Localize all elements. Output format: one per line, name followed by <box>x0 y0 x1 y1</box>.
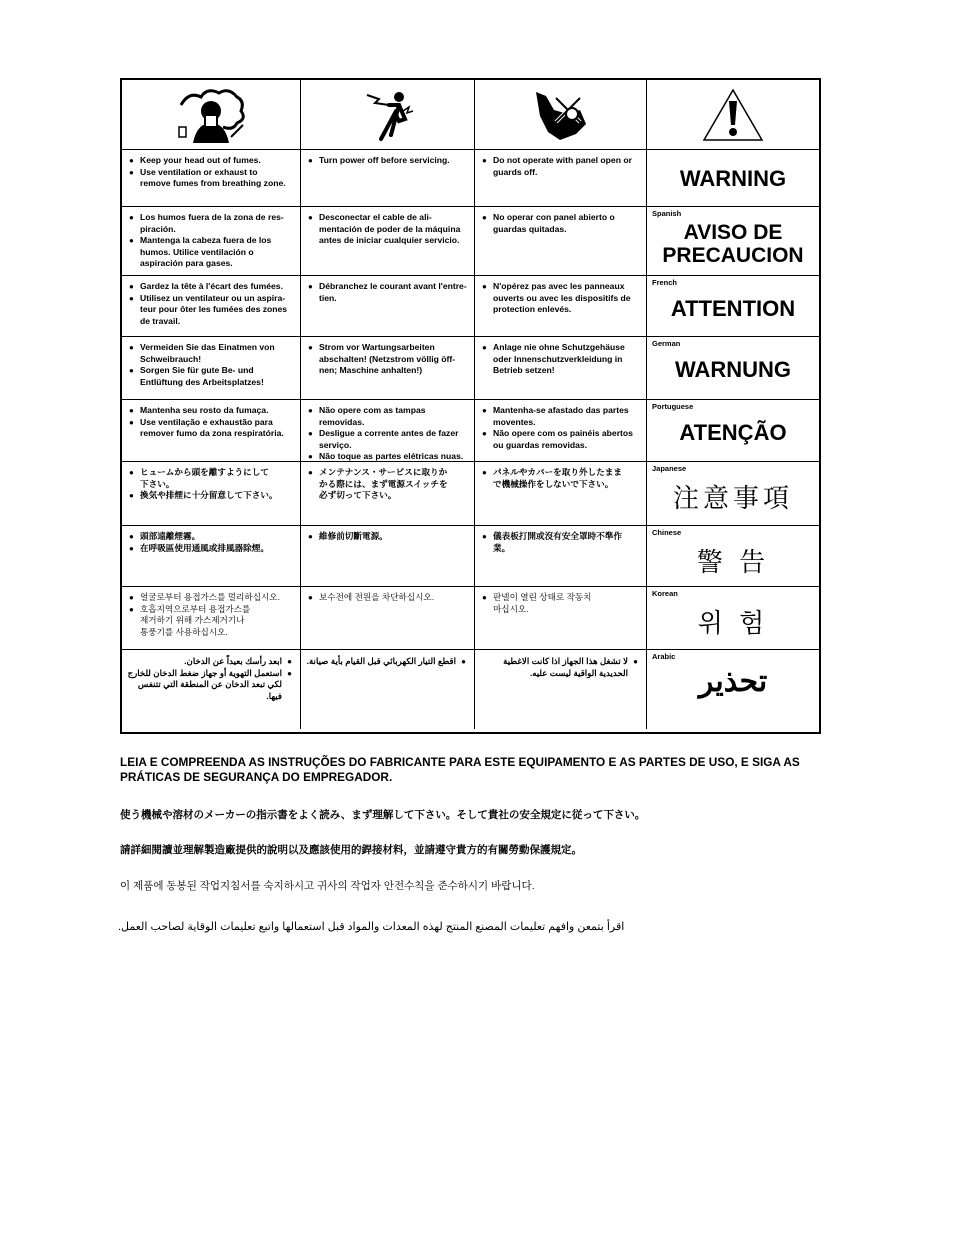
language-label: German <box>652 339 681 348</box>
moving-parts-hand-icon-cell <box>475 80 647 150</box>
japanese-instruction: 使う機械や溶材のメーカーの指示書をよく読み、まず理解して下さい。そして貴社の安全規定に従って下さい。 <box>120 809 646 821</box>
list-item: ● ابعد رأسك بعيداً عن الدخان. <box>126 656 292 668</box>
fumes-head-icon-cell <box>122 80 301 150</box>
list-item: ● Utilisez un ventilateur ou un aspira- teur pour ôter les fumées des zones de travail. <box>128 293 296 328</box>
list-item: ● Vermeiden Sie das Einatmen von Schweibrauch! <box>128 342 296 365</box>
list-item: ● Mantenha-se afastado das partes moventes. <box>481 405 642 428</box>
list-item: ● 보수전에 전원을 차단하십시오. <box>307 592 470 604</box>
language-label: Arabic <box>652 652 676 661</box>
arabic-parts-cell <box>475 650 647 729</box>
warning-word: 警 告 <box>696 548 770 578</box>
warning-word: AVISO DE PRECAUCION <box>662 221 804 267</box>
list-item: ● Desligue a corrente antes de fazer serviço. <box>307 428 470 451</box>
list-item: ● N'opérez pas avec les panneaux ouverts ou avec les dispositifs de protection enlevés. <box>481 281 642 316</box>
safety-warning-table <box>120 78 821 734</box>
warning-word: تحذير <box>698 665 768 698</box>
french-shock-cell <box>301 276 475 337</box>
portuguese-instruction: LEIA E COMPREENDA AS INSTRUÇÕES DO FABRICANTE PARA ESTE EQUIPAMENTO E AS PARTES DE USO, E SIGA AS PRÁTICAS DE SEGURANÇA DO EMPREGADOR. <box>120 755 800 784</box>
warning-word: WARNING <box>679 166 787 191</box>
chinese-instruction: 請詳細閱讀並理解製造廠提供的說明以及應該使用的銲接材料，並請遵守貴方的有關勞動保護規定。 <box>120 844 582 856</box>
list-item: ● Débranchez le courant avant l'entre- tien. <box>307 281 470 304</box>
list-item: ● Los humos fuera de la zona de res- piración. <box>128 212 296 235</box>
japanese-fumes-cell <box>122 462 301 526</box>
list-item: ● Turn power off before servicing. <box>307 155 470 167</box>
arabic-instruction: اقرأ بتمعن وافهم تعليمات المصنع المنتج لهذه المعدات والمواد قبل استعمالها واتبع تعليمات الوقاية لصاحب العمل. <box>118 921 625 933</box>
arabic-shock-cell <box>301 650 475 729</box>
english-shock-cell <box>301 150 475 207</box>
japanese-shock-cell <box>301 462 475 526</box>
arabic-fumes-cell <box>122 650 301 729</box>
portuguese-warning-cell <box>647 400 819 462</box>
list-item: ● Use ventilation or exhaust to remove fumes from breathing zone. <box>128 167 296 190</box>
language-label: French <box>652 278 678 287</box>
list-item: ● Anlage nie ohne Schutzgehäuse oder Innenschutzverkleidung in Betrieb setzen! <box>481 342 642 377</box>
french-fumes-cell <box>122 276 301 337</box>
moving-parts-hand-icon <box>526 84 596 146</box>
list-item: ● 얼굴로부터 용접가스를 멀리하십시오. <box>128 592 296 604</box>
list-item: ● Não opere com as tampas removidas. <box>307 405 470 428</box>
german-shock-cell <box>301 337 475 400</box>
french-warning-cell <box>647 276 819 337</box>
korean-warning-cell <box>647 587 819 650</box>
list-item: ● Sorgen Sie für gute Be- und Entlüftung des Arbeitsplatzes! <box>128 365 296 388</box>
english-fumes-cell <box>122 150 301 207</box>
language-label: Spanish <box>652 209 682 218</box>
list-item: ● Gardez la tête à l'écart des fumées. <box>128 281 296 293</box>
spanish-parts-cell <box>475 207 647 276</box>
list-item: ● Use ventilação e exhaustão para remover fumo da zona respiratória. <box>128 417 296 440</box>
korean-shock-cell <box>301 587 475 650</box>
warning-word: 注意事項 <box>672 484 793 514</box>
language-label: Japanese <box>652 464 687 473</box>
korean-instruction: 이 제품에 동봉된 작업지침서를 숙지하시고 귀사의 작업자 안전수칙을 준수하시기 바랍니다. <box>120 880 535 892</box>
chinese-warning-cell <box>647 526 819 587</box>
warning-triangle-icon-cell <box>647 80 819 150</box>
list-item: ● Não toque as partes elétricas nuas. <box>307 451 470 462</box>
list-item: ● Do not operate with panel open or guards off. <box>481 155 642 178</box>
list-item: ● Strom vor Wartungsarbeiten abschalten! (Netzstrom völlig öff- nen; Maschine anhalten!) <box>307 342 470 377</box>
chinese-fumes-cell <box>122 526 301 587</box>
list-item: ● اقطع التيار الكهربائي قبل القيام بأية صيانة. <box>305 656 466 668</box>
list-item: ● لا تشغل هذا الجهاز اذا كانت الاغطية الحديدية الواقية ليست عليه. <box>479 656 638 679</box>
warning-triangle-icon <box>701 87 765 143</box>
german-warning-cell <box>647 337 819 400</box>
japanese-parts-cell <box>475 462 647 526</box>
chinese-shock-cell <box>301 526 475 587</box>
english-parts-cell <box>475 150 647 207</box>
spanish-warning-cell <box>647 207 819 276</box>
portuguese-shock-cell <box>301 400 475 462</box>
arabic-warning-cell <box>647 650 819 729</box>
electric-shock-icon <box>353 85 423 145</box>
german-parts-cell <box>475 337 647 400</box>
warning-word: ATTENTION <box>670 296 796 321</box>
portuguese-parts-cell <box>475 400 647 462</box>
spanish-shock-cell <box>301 207 475 276</box>
list-item: ● Desconectar el cable de ali- mentación de poder de la máquina antes de iniciar cualquier servicio. <box>307 212 470 247</box>
list-item: ● 儀表板打開或沒有安全罩時不準作 業。 <box>481 531 642 554</box>
list-item: ● Não opere com os painéis abertos ou guardas removidas. <box>481 428 642 451</box>
portuguese-fumes-cell <box>122 400 301 462</box>
list-item: ● Keep your head out of fumes. <box>128 155 296 167</box>
spanish-fumes-cell <box>122 207 301 276</box>
list-item: ● 호흡지역으로부터 용접가스를 제거하기 위해 가스제거기나 통풍기를 사용하십시오. <box>128 604 296 639</box>
list-item: ● ヒュームから頭を離すようにして 下さい。 <box>128 467 296 490</box>
german-fumes-cell <box>122 337 301 400</box>
chinese-parts-cell <box>475 526 647 587</box>
list-item: ● Mantenga la cabeza fuera de los humos. Utilice ventilación o aspiración para gases. <box>128 235 296 270</box>
language-label: Korean <box>652 589 678 598</box>
list-item: ● パネルやカバーを取り外したまま で機械操作をしないで下さい。 <box>481 467 642 490</box>
list-item: ● 頭部遠離煙霧。 <box>128 531 296 543</box>
list-item: ● No operar con panel abierto o guardas quitadas. <box>481 212 642 235</box>
language-label: Portuguese <box>652 402 694 411</box>
japanese-warning-cell <box>647 462 819 526</box>
english-warning-cell <box>647 150 819 207</box>
korean-fumes-cell <box>122 587 301 650</box>
list-item: ● 在呼吸區使用通風或排風器除煙。 <box>128 543 296 555</box>
list-item: ● استعمل التهوية أو جهاز ضغط الدخان للخارج لكي تبعد الدخان عن المنطقة التي تتنفس فيها. <box>126 668 292 703</box>
list-item: ● 換気や排煙に十分留意して下さい。 <box>128 490 296 502</box>
electric-shock-icon-cell <box>301 80 475 150</box>
list-item: ● 판넬이 열린 상태로 작동치 마십시오. <box>481 592 642 615</box>
warning-word: ATENÇÃO <box>679 420 787 445</box>
warning-word: 위 험 <box>697 609 769 639</box>
list-item: ● 維修前切斷電源。 <box>307 531 470 543</box>
korean-parts-cell <box>475 587 647 650</box>
fumes-head-icon <box>171 85 251 145</box>
warning-word: WARNUNG <box>674 357 792 382</box>
language-label: Chinese <box>652 528 682 537</box>
list-item: ● メンテナンス・サービスに取りか かる際には、まず電源スイッチを 必ず切って下さい。 <box>307 467 470 502</box>
list-item: ● Mantenha seu rosto da fumaça. <box>128 405 296 417</box>
french-parts-cell <box>475 276 647 337</box>
